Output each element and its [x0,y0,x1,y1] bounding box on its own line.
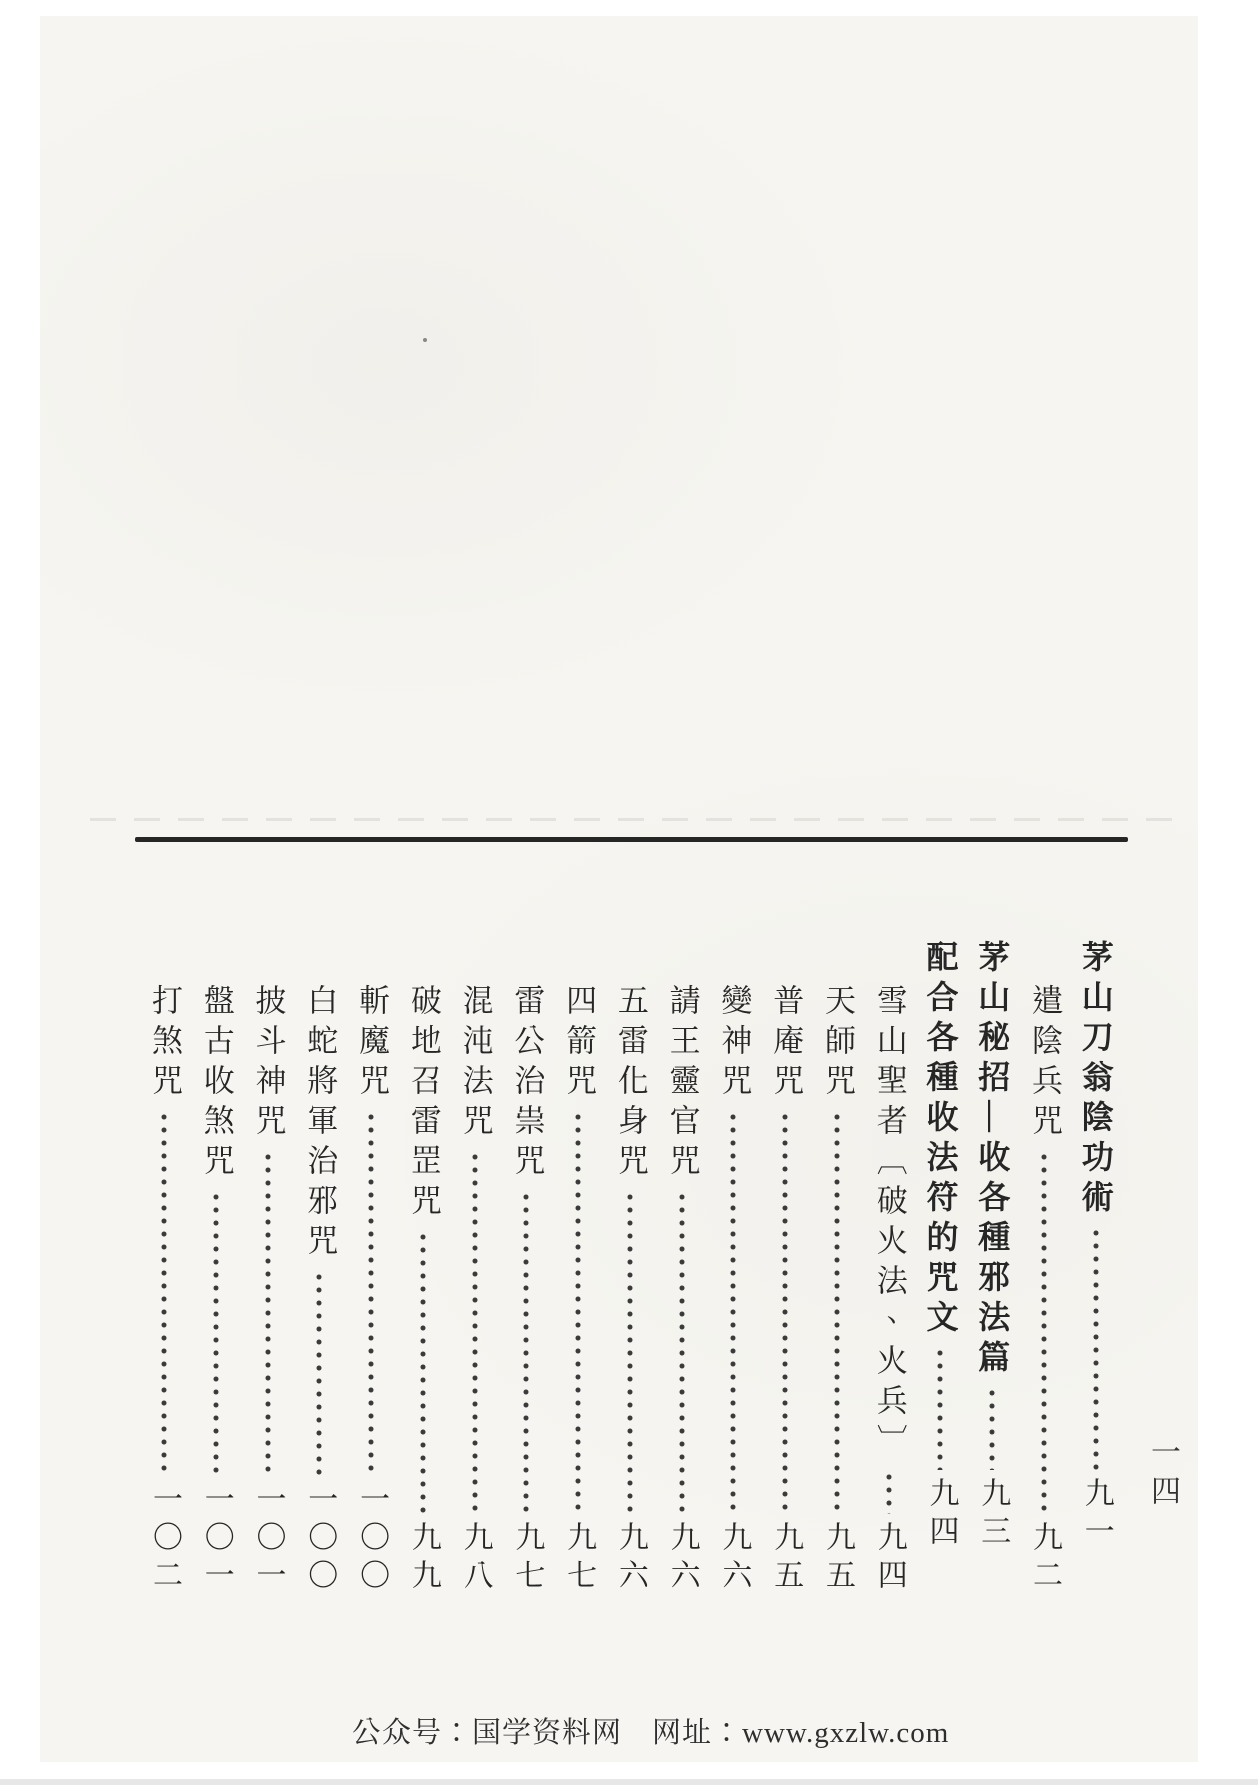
toc-entry [139,940,189,1597]
toc-entry-page: 九七 [510,1521,544,1597]
toc-entry-title: 茅山刀翁陰功術 [1077,940,1114,1220]
toc-entry-page: 九四 [872,1521,906,1597]
dot-leader [575,1113,581,1514]
dot-leader [265,1153,271,1476]
toc-entry-page: 一〇〇 [355,1483,389,1597]
dot-leader [627,1193,633,1514]
toc-entry-title: 打煞咒 [147,984,182,1104]
toc-entry-title: 白蛇將軍治邪咒 [302,984,338,1264]
toc-entry-title: 披斗神咒 [250,984,286,1144]
toc-entry-page: 九五 [769,1521,803,1597]
footer-watermark: 公众号：国学资料网 网址：www.gxzlw.com [352,1717,950,1749]
dot-leader [420,1233,426,1514]
toc-entry [501,940,551,1597]
dot-leader [213,1193,219,1476]
toc-entry [657,940,707,1597]
toc-section-title [967,940,1017,1553]
toc-entry [553,940,603,1597]
toc-entry-page: 一〇二 [148,1483,181,1597]
dot-leader [989,1389,995,1470]
dot-leader [1041,1153,1047,1514]
toc-entry-title: 四箭咒 [561,984,597,1104]
toc-entry-page: 九六 [665,1521,699,1597]
toc-entry [864,940,914,1597]
dot-leader [782,1113,788,1514]
toc-entry [243,940,293,1597]
toc-entry-title: 五雷化身咒 [612,984,648,1184]
toc-entry [812,940,862,1597]
toc-entry-title: 遣陰兵咒 [1027,984,1063,1144]
dot-leader [523,1193,529,1514]
toc-entry-page: 九八 [458,1521,492,1597]
toc [139,940,1121,1597]
toc-entry-title: 盤古收煞咒 [198,984,234,1184]
toc-entry [450,940,500,1597]
toc-section-title [915,940,965,1553]
dot-leader [472,1153,478,1514]
dot-leader [730,1113,736,1514]
dot-leader [1093,1229,1099,1470]
toc-entry-page: 九七 [562,1521,596,1597]
toc-entry-title: 配合各種收法符的咒文 [922,940,959,1340]
folio-page-number: 一四 [1146,1436,1179,1514]
toc-entry-title: 茅山秘招—收各種邪法篇 [974,940,1011,1380]
dot-leader [161,1113,167,1476]
toc-entry [191,940,241,1597]
toc-entry-page: 一〇一 [199,1483,233,1597]
toc-entry-page: 九三 [976,1477,1010,1553]
dot-leader [834,1113,840,1514]
toc-entry-page: 九二 [1028,1521,1062,1597]
dot-leader [316,1273,322,1476]
bottom-scan-strip [0,1779,1258,1785]
toc-entry-page: 九一 [1079,1477,1113,1553]
toc-entry [1019,940,1069,1597]
toc-entry-page: 九六 [613,1521,647,1597]
toc-entry-title: 破地召雷罡咒 [405,984,441,1224]
toc-entry-title: 雪山聖者〔破火法、火兵〕 [871,984,907,1464]
toc-entry-title: 混沌法咒 [457,984,493,1144]
scan-streak-artifact [90,818,1190,821]
toc-entry-page: 九五 [820,1521,854,1597]
toc-entry-page: 九四 [924,1477,958,1553]
toc-entry-title: 變神咒 [716,984,752,1104]
scan-speck [423,338,427,342]
toc-entry-page: 九六 [717,1521,751,1597]
toc-entry [760,940,810,1597]
toc-entry-page: 九九 [406,1521,440,1597]
toc-entry-page: 一〇一 [251,1483,285,1597]
toc-entry [346,940,396,1597]
toc-entry [294,940,344,1597]
toc-section-title [1071,940,1121,1553]
toc-entry [708,940,758,1597]
toc-entry-title: 普庵咒 [768,984,804,1104]
toc-entry-page: 一〇〇 [303,1483,337,1597]
toc-entry-title: 天師咒 [819,984,855,1104]
dot-leader [368,1113,374,1476]
divider-rule [135,837,1128,842]
dot-leader [937,1349,943,1470]
dot-leader [886,1473,892,1514]
toc-entry-title: 斬魔咒 [354,984,390,1104]
toc-entry-title: 雷公治祟咒 [509,984,545,1184]
toc-entry-title: 請王靈官咒 [664,984,700,1184]
dot-leader [679,1193,685,1514]
toc-entry [398,940,448,1597]
toc-entry [605,940,655,1597]
